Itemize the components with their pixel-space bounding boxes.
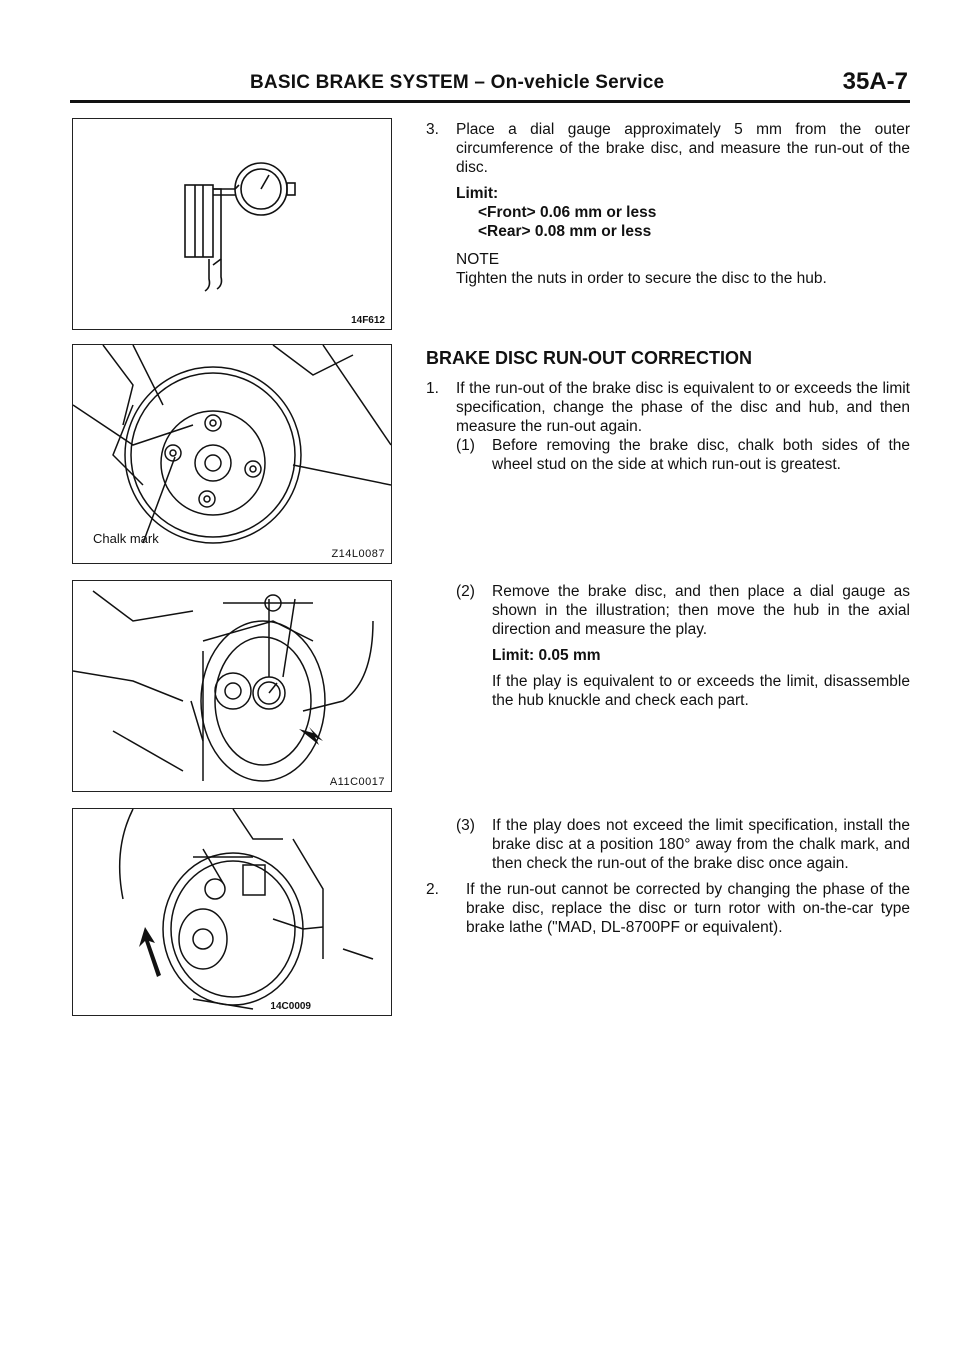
- hub-play-illustration: [73, 581, 391, 791]
- correction-item-1: [426, 379, 910, 474]
- dial-gauge-illustration: [73, 119, 391, 329]
- limit-front: <Front> 0.06 mm or less: [478, 204, 657, 221]
- sub-step-2-text: Remove the brake disc, and then place a dial gauge as shown in the illustration; then move the hub in the axial direction and measure the play.: [492, 583, 910, 638]
- figure-hub-axial-play: [72, 580, 392, 792]
- note-text: Tighten the nuts in order to secure the disc to the hub.: [456, 270, 827, 287]
- page-number: 35A-7: [842, 68, 908, 95]
- section-title: BRAKE DISC RUN-OUT CORRECTION: [426, 348, 752, 368]
- item-number: 2.: [426, 881, 439, 898]
- note-label: NOTE: [456, 251, 500, 268]
- limit-rear: <Rear> 0.08 mm or less: [478, 223, 652, 240]
- sub-step-3-text: If the play does not exceed the limit specification, install the brake disc at a position 180° away from the chalk mark, and then check the run-out of the brake disc once again.: [492, 817, 910, 872]
- header-title: BASIC BRAKE SYSTEM – On-vehicle Service: [250, 72, 665, 93]
- sub-step-number: (3): [456, 817, 475, 834]
- step-3-text: Place a dial gauge approximately 5 mm from the outer circumference of the brake disc, and measure the run-out of the disc.: [456, 121, 910, 176]
- figure-dial-gauge-runout: [72, 118, 392, 330]
- page-header: [70, 66, 910, 103]
- sub-step-1: [426, 436, 910, 474]
- figure-chalk-mark: [72, 344, 392, 564]
- item-number: 1.: [426, 380, 439, 397]
- sub-step-number: (1): [456, 437, 475, 454]
- sub-step-number: (2): [456, 583, 475, 600]
- step-number: 3.: [426, 121, 439, 138]
- figure-code: Z14L0087: [331, 548, 385, 560]
- sub-step-3: [426, 816, 910, 873]
- correction-sub-3: [426, 816, 910, 937]
- figure-code: 14F612: [351, 315, 385, 326]
- play-limit-action: If the play is equivalent to or exceeds the limit, disassemble the hub knuckle and check each part.: [492, 673, 910, 709]
- step-3-paragraph: [426, 120, 910, 177]
- chalk-mark-callout: Chalk mark: [93, 531, 159, 546]
- item-2-text: If the run-out cannot be corrected by changing the phase of the brake disc, replace the disc or turn rotor with on-the-car type brake lathe ("MAD, DL-8700PF or equivalent).: [466, 881, 910, 936]
- figure-code: A11C0017: [329, 776, 385, 788]
- item-1-paragraph: [426, 379, 910, 436]
- figure-disc-reinstall: [72, 808, 392, 1016]
- item-2-paragraph: [426, 880, 910, 937]
- disc-reinstall-illustration: [73, 809, 391, 1015]
- sub-step-2: [426, 582, 910, 639]
- correction-sub-2: [426, 582, 910, 710]
- play-limit: Limit: 0.05 mm: [492, 647, 601, 664]
- figure-code: 14C0009: [270, 1001, 311, 1012]
- step-3-block: [426, 120, 910, 288]
- limit-label: Limit:: [456, 185, 499, 202]
- item-1-text: If the run-out of the brake disc is equivalent to or exceeds the limit specification, change the phase of the disc and hub, and then measure the run-out again.: [456, 380, 910, 435]
- sub-step-1-text: Before removing the brake disc, chalk both sides of the wheel stud on the side at which run-out is greatest.: [492, 437, 910, 473]
